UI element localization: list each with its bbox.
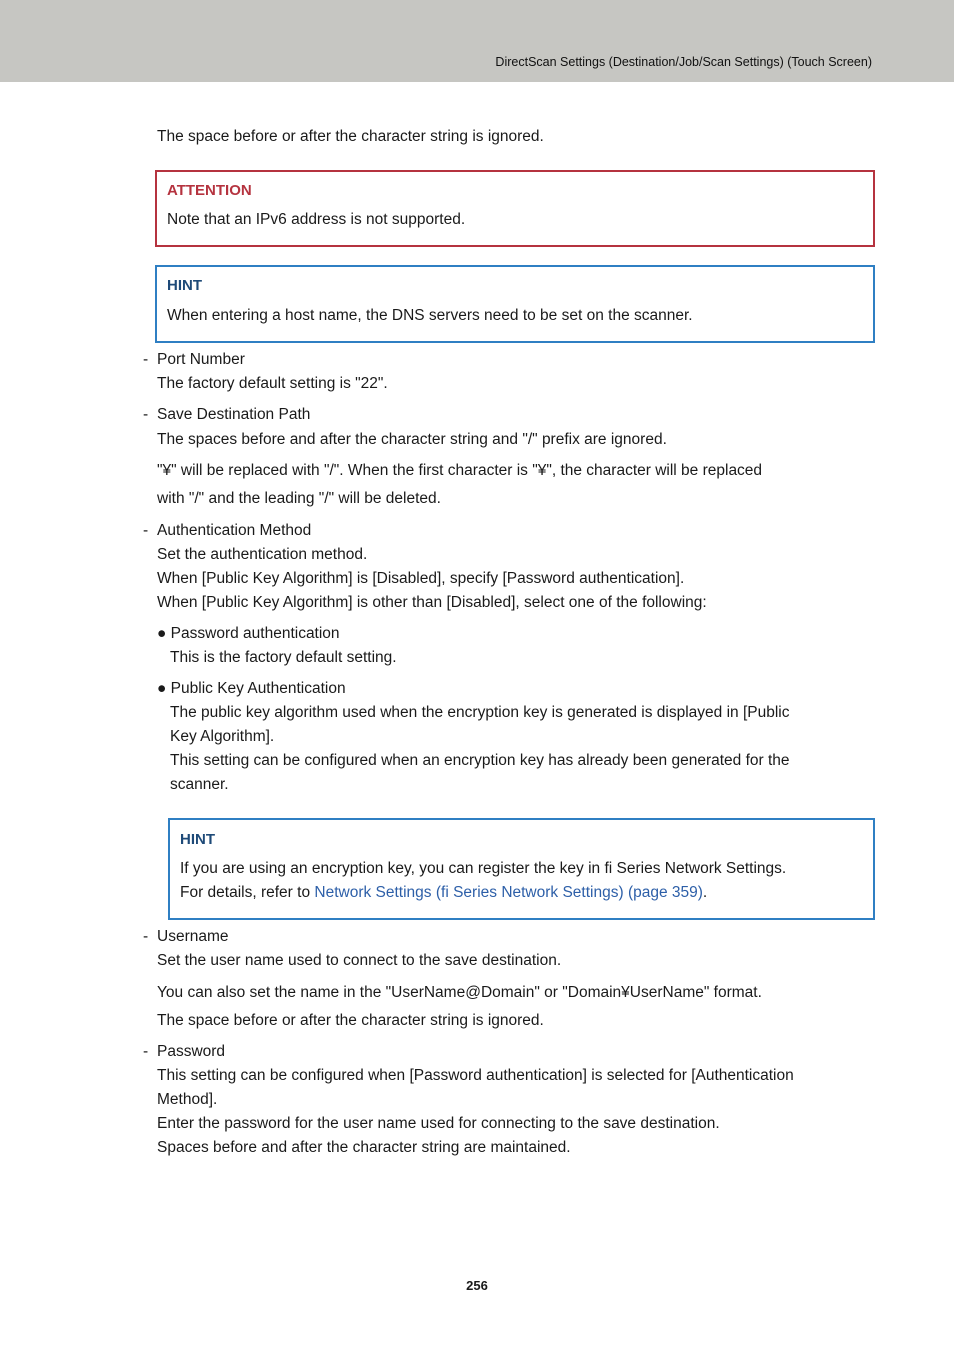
intro-text: The space before or after the character string is ignored. bbox=[157, 128, 544, 145]
hint-text: When entering a host name, the DNS servers need to be set on the scanner. bbox=[167, 307, 693, 324]
hint-box bbox=[155, 265, 875, 343]
bullet-password-auth-text: This is the factory default setting. bbox=[170, 649, 397, 666]
auth-method-text: Set the authentication method. bbox=[157, 546, 368, 563]
bullet-public-key-text: This setting can be configured when an encryption key has already been generated for the bbox=[170, 752, 790, 769]
auth-method-label: Authentication Method bbox=[157, 522, 312, 539]
attention-text: Note that an IPv6 address is not supported. bbox=[167, 211, 466, 228]
list-dash: - bbox=[143, 1043, 149, 1060]
list-dash: - bbox=[143, 351, 149, 368]
hint-text-reference bbox=[180, 883, 707, 903]
bullet-public-key-auth: ● Public Key Authentication bbox=[157, 680, 346, 697]
password-text: Method]. bbox=[157, 1091, 218, 1108]
bullet-public-key-text: scanner. bbox=[170, 776, 229, 793]
page-header bbox=[0, 0, 954, 82]
hint-reference-prefix: For details, refer to bbox=[180, 884, 315, 901]
username-text: Set the user name used to connect to the save destination. bbox=[157, 952, 562, 969]
save-path-text: with "/" and the leading "/" will be deleted. bbox=[157, 490, 441, 507]
list-dash: - bbox=[143, 406, 149, 423]
username-label: Username bbox=[157, 928, 229, 945]
network-settings-link[interactable]: Network Settings (fi Series Network Settings) (page 359) bbox=[314, 884, 703, 901]
save-path-text: The spaces before and after the character string and "/" prefix are ignored. bbox=[157, 431, 667, 448]
port-number-label: Port Number bbox=[157, 351, 245, 368]
attention-title: ATTENTION bbox=[167, 182, 252, 199]
username-text: You can also set the name in the "UserName@Domain" or "Domain¥UserName" format. bbox=[157, 984, 762, 1001]
save-path-text: "¥" will be replaced with "/". When the first character is "¥", the character will be replaced bbox=[157, 462, 763, 479]
password-text: This setting can be configured when [Password authentication] is selected for [Authentication bbox=[157, 1067, 794, 1084]
save-path-label: Save Destination Path bbox=[157, 406, 311, 423]
list-dash: - bbox=[143, 928, 149, 945]
password-text: Enter the password for the user name used for connecting to the save destination. bbox=[157, 1115, 720, 1132]
hint-reference-suffix: . bbox=[702, 884, 708, 901]
page-number: 256 bbox=[466, 1278, 488, 1293]
hint-title: HINT bbox=[167, 277, 202, 294]
hint-text: If you are using an encryption key, you can register the key in fi Series Network Settings. bbox=[180, 860, 787, 877]
hint-title: HINT bbox=[180, 831, 215, 848]
bullet-public-key-text: Key Algorithm]. bbox=[170, 728, 275, 745]
password-text: Spaces before and after the character string are maintained. bbox=[157, 1139, 571, 1156]
list-dash: - bbox=[143, 522, 149, 539]
auth-method-text: When [Public Key Algorithm] is other than [Disabled], select one of the following: bbox=[157, 594, 707, 611]
port-number-text: The factory default setting is "22". bbox=[157, 375, 388, 392]
password-label: Password bbox=[157, 1043, 226, 1060]
auth-method-text: When [Public Key Algorithm] is [Disabled], specify [Password authentication]. bbox=[157, 570, 685, 587]
header-title: DirectScan Settings (Destination/Job/Scan Settings) (Touch Screen) bbox=[495, 55, 872, 69]
attention-box bbox=[155, 170, 875, 247]
hint-box-encryption bbox=[168, 818, 875, 920]
username-text: The space before or after the character string is ignored. bbox=[157, 1012, 544, 1029]
bullet-password-auth: ● Password authentication bbox=[157, 625, 340, 642]
bullet-public-key-text: The public key algorithm used when the encryption key is generated is displayed in [Public bbox=[170, 704, 790, 721]
